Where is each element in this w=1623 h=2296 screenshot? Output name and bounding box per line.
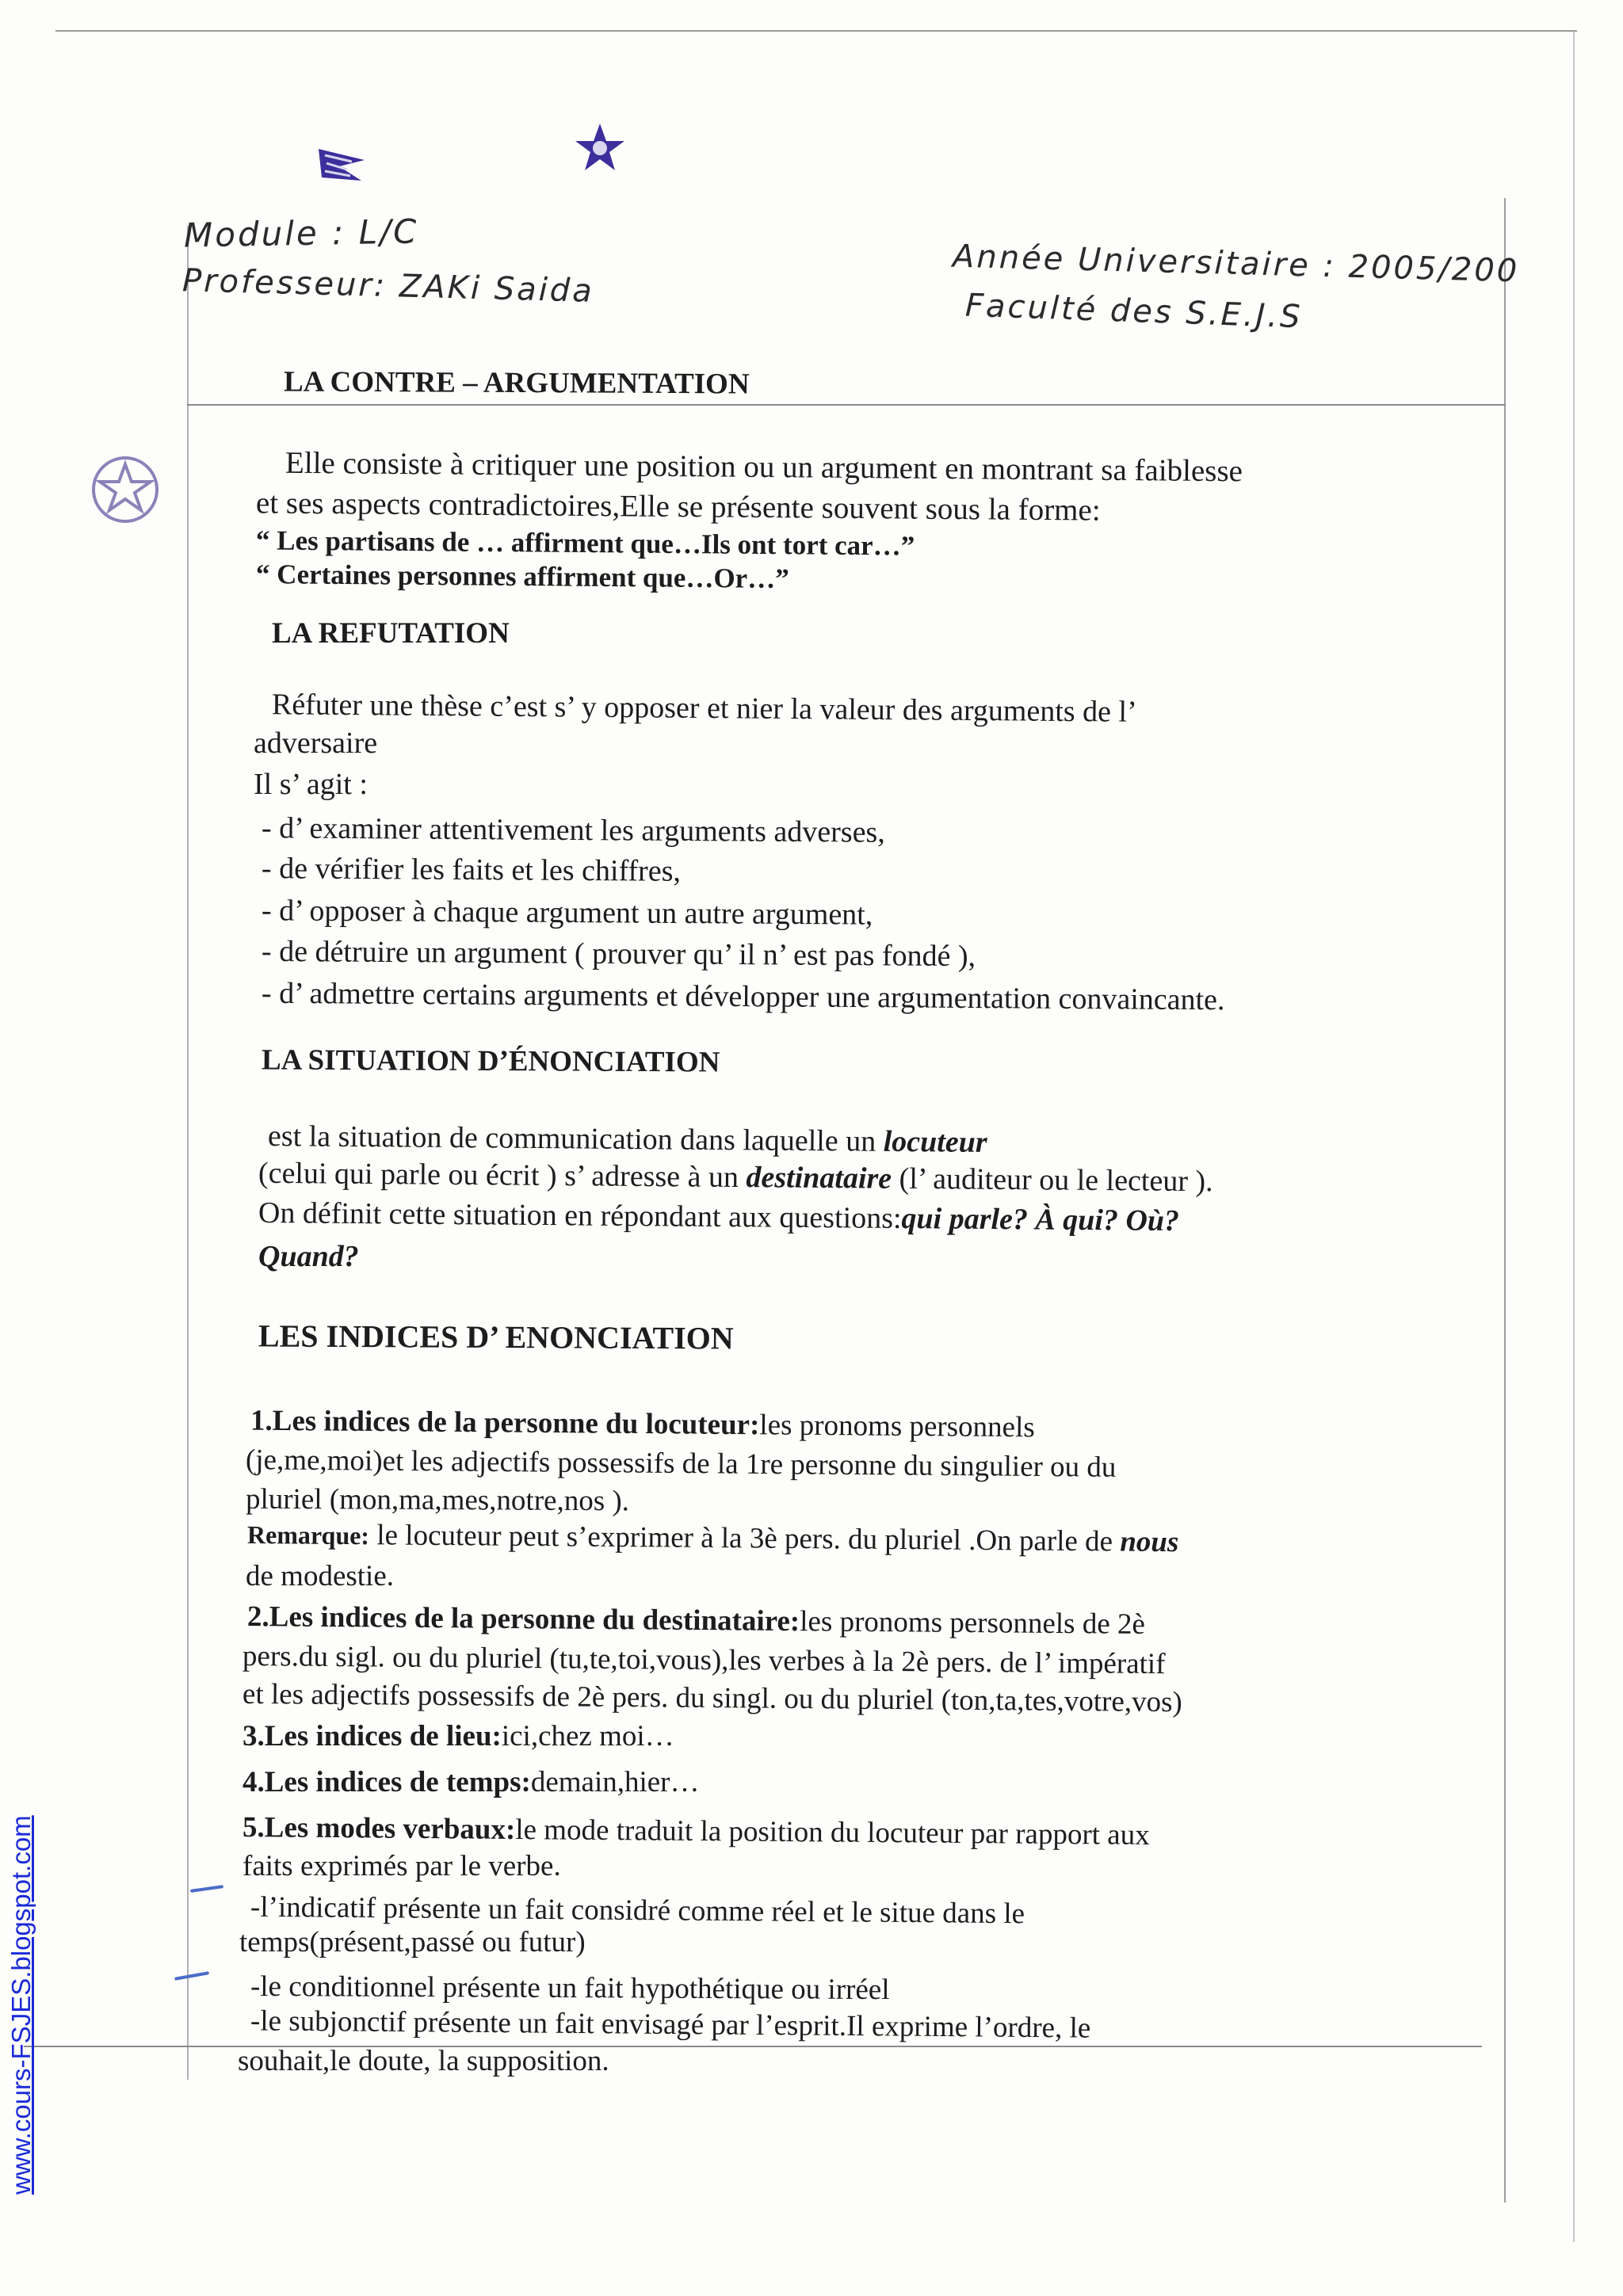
text-line: Elle consiste à critiquer une position ou un argument en montrant sa faiblesse <box>285 445 1243 489</box>
remarque: Remarque: le locuteur peut s’exprimer à la 3è pers. du pluriel .On parle de nous <box>246 1519 1179 1559</box>
star-stamp-icon <box>572 120 628 176</box>
round-star-stamp-icon <box>86 450 165 529</box>
text-line: faits exprimés par le verbe. <box>242 1850 561 1882</box>
pen-mark <box>174 1971 209 1981</box>
indice-4: 4.Les indices de temps:demain,hier… <box>242 1766 700 1798</box>
list-item: - d’ examiner attentivement les arguments adverses, <box>261 811 885 849</box>
text-line: est la situation de communication dans laquelle un locuteur <box>267 1119 987 1159</box>
handwritten-annee: Année Universitaire : 2005/200 <box>952 238 1520 290</box>
indice-2: 2.Les indices de la personne du destinataire:les pronoms personnels de 2è <box>246 1600 1146 1641</box>
list-item: - d’ opposer à chaque argument un autre argument, <box>261 894 873 932</box>
handwritten-module: Module : L/C <box>183 212 419 255</box>
heading-refutation: LA REFUTATION <box>272 617 510 650</box>
handwritten-professeur: Professeur: ZAKi Saida <box>181 262 595 310</box>
list-item: - de détruire un argument ( prouver qu’ il n’ est pas fondé ), <box>261 934 976 974</box>
text-line: On définit cette situation en répondant aux questions:qui parle? À qui? Où? <box>258 1196 1180 1238</box>
list-item: - de vérifier les faits et les chiffres, <box>261 852 682 888</box>
text-line: (je,me,moi)et les adjectifs possessifs de la 1re personne du singulier ou du <box>245 1444 1117 1484</box>
text-line: (celui qui parle ou écrit ) s’ adresse à un destinataire (l’ auditeur ou le lecteur ). <box>258 1156 1213 1199</box>
quote-line: “ Les partisans de … affirment que…Ils ont tort car…” <box>255 524 915 562</box>
quote-line: “ Certaines personnes affirment que…Or…” <box>255 559 789 594</box>
heading-contre-argumentation: LA CONTRE – ARGUMENTATION <box>283 365 750 401</box>
text-line: pers.du sigl. ou du pluriel (tu,te,toi,vous),les verbes à la 2è pers. de l’ impératif <box>242 1639 1166 1681</box>
text-line: pluriel (mon,ma,mes,notre,nos ). <box>245 1482 630 1518</box>
mode-conditionnel: -le conditionnel présente un fait hypothétique ou irréel <box>250 1970 890 2007</box>
heading-situation-enonciation: LA SITUATION D’ÉNONCIATION <box>261 1043 720 1079</box>
text-line: et ses aspects contradictoires,Elle se présente souvent sous la forme: <box>255 486 1101 528</box>
margin-line-left <box>187 226 189 2080</box>
heading-indices-enonciation: LES INDICES D’ ENONCIATION <box>258 1318 734 1356</box>
text-line: de modestie. <box>246 1560 395 1592</box>
list-item: - d’ admettre certains arguments et développer une argumentation convaincante. <box>261 976 1225 1017</box>
indice-3: 3.Les indices de lieu:ici,chez moi… <box>242 1720 674 1753</box>
margin-line-right <box>1504 198 1506 2203</box>
page-right-edge <box>1573 32 1575 2242</box>
text-line: Réfuter une thèse c’est s’ y opposer et nier la valeur des arguments de l’ <box>271 688 1137 729</box>
flag-stamp-icon <box>315 146 368 185</box>
text-line: adversaire <box>254 727 378 760</box>
pen-mark <box>190 1885 223 1893</box>
header-divider <box>187 404 1506 406</box>
page-top-edge <box>55 30 1577 32</box>
indice-5: 5.Les modes verbaux:le mode traduit la position du locuteur par rapport aux <box>242 1811 1150 1852</box>
text-line: temps(présent,passé ou futur) <box>239 1926 586 1958</box>
mode-subjonctif: -le subjonctif présente un fait envisagé par l’esprit.Il exprime l’ordre, le <box>250 2004 1091 2045</box>
text-line: Quand? <box>258 1240 359 1273</box>
blog-link[interactable]: www.cours-FSJES.blogspot.com <box>6 1815 36 2195</box>
text-line: souhait,le doute, la supposition. <box>238 2045 609 2077</box>
mode-indicatif: -l’indicatif présente un fait considré comme réel et le situe dans le <box>250 1890 1025 1931</box>
handwritten-faculte: Faculté des S.E.J.S <box>964 287 1304 336</box>
text-line: et les adjectifs possessifs de 2è pers. du singl. ou du pluriel (ton,ta,tes,votre,vos) <box>242 1677 1182 1719</box>
text-line: Il s’ agit : <box>254 768 368 801</box>
indice-1: 1.Les indices de la personne du locuteur:les pronoms personnels <box>250 1404 1035 1444</box>
